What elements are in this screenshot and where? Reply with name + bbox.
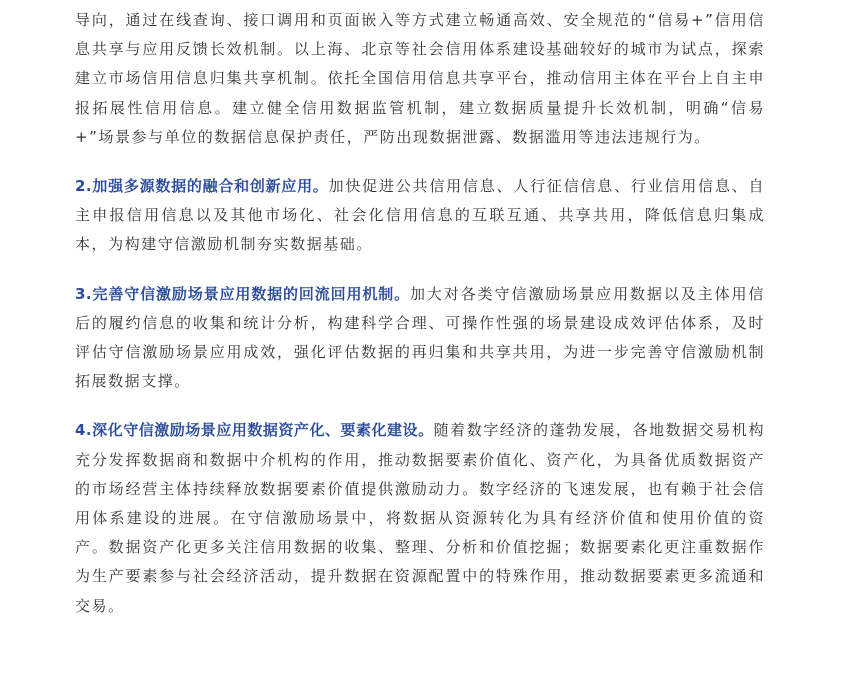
paragraph-text: 加大对各类守信激励场景应用数据以及主体用信后的履约信息的收集和统计分析，构建科学合理、可操作性强的场景建设成效评估体系，及时评估守信激励场景应用成效，强化评估数据的再归集和共享共用，为进一步完善守信激励机制拓展数据支撑。 — [75, 284, 765, 391]
paragraph-data-sharing — [75, 6, 765, 152]
section-heading-3: 3.完善守信激励场景应用数据的回流回用机制。 — [75, 284, 410, 303]
paragraph-data-feedback — [75, 280, 765, 397]
paragraph-text: 导向，通过在线查询、接口调用和页面嵌入等方式建立畅通高效、安全规范的“信易+”信用信息共享与应用反馈长效机制。以上海、北京等社会信用体系建设基础较好的城市为试点，探索建立市场信用信息归集共享机制。依托全国信用信息共享平台，推动信用主体在平台上自主申报拓展性信用信息。建立健全信用数据监管机制，建立数据质量提升长效机制，明确“信易+”场景参与单位的数据信息保护责任，严防出现数据泄露、数据滥用等违法违规行为。 — [75, 11, 765, 146]
paragraph-text: 随着数字经济的蓬勃发展，各地数据交易机构充分发挥数据商和数据中介机构的作用，推动数据要素价值化、资产化，为具备优质数据资产的市场经营主体持续释放数据要素价值提供激励动力。数字经济的飞速发展，也有赖于社会信用体系建设的进展。在守信激励场景中，将数据从资源转化为具有经济价值和使用价值的资产。数据资产化更多关注信用数据的收集、整理、分析和价值挖掘；数据要素化更注重数据作为生产要素参与社会经济活动，提升数据在资源配置中的特殊作用，推动数据要素更多流通和交易。 — [75, 421, 765, 615]
section-heading-2: 2.加强多源数据的融合和创新应用。 — [75, 177, 329, 196]
paragraph-multi-source-data — [75, 172, 765, 260]
section-heading-4: 4.深化守信激励场景应用数据资产化、要素化建设。 — [75, 421, 434, 440]
paragraph-data-assetization — [75, 416, 765, 620]
paragraph-text: 加快促进公共信用信息、人行征信信息、行业信用信息、自主申报信用信息以及其他市场化、社会化信用信息的互联互通、共享共用，降低信息归集成本，为构建守信激励机制夯实数据基础。 — [75, 177, 765, 254]
article-body — [75, 6, 765, 621]
